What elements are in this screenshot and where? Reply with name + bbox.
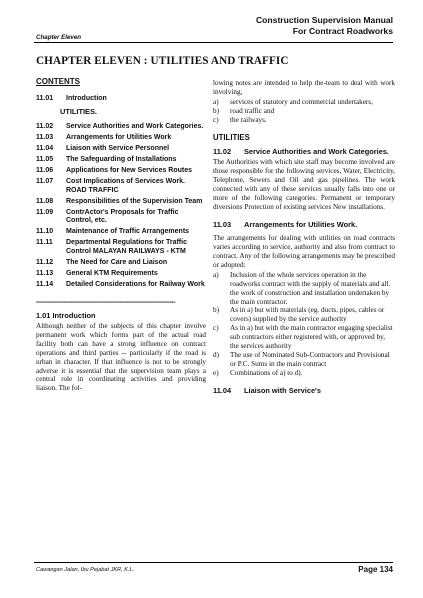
list-item-text: services of statutory and commercial undertakers, [230,97,373,106]
toc-item-number: 11.04 [36,145,54,153]
chapter-label: Chapter Eleven [36,34,82,41]
list-item [213,98,395,107]
toc-item-number: 11.05 [36,156,54,164]
section-number: 11.03 [213,219,232,229]
list-item-label: b) [213,306,219,315]
list-item-label: b) [213,106,219,115]
list-item [213,107,395,116]
toc-item-number: 11.08 [36,197,54,205]
footer-department: Cawangan Jalan, Ibu Pejabat JKR, K.L. [36,567,135,573]
arrangements-list [213,271,395,378]
toc-item-number: 11.01 [36,95,54,102]
toc-item [36,198,206,206]
section-number: 11.04 [213,385,232,395]
list-item [213,369,395,378]
toc-item-text: Applications for New Services Routes [66,167,193,175]
dashed-separator: ------------------------------------------------------------------------ [36,299,176,307]
toc-item-number: 11.03 [36,134,54,142]
toc-item-number: 11.11 [36,239,53,247]
toc-item-text: Cost Implications of Services Work. ROAD TRAFFIC [66,178,185,194]
toc-item [36,209,206,226]
toc-item [36,270,206,278]
list-item-label: a) [213,270,219,279]
list-item-label: a) [213,97,219,106]
section-paragraph-11-02: The Authorities with which site staff may become involved are those responsible for the following services, Water, Electricity, Telephone, Sewers and Oil and gas pipelines. The work connected with any of these services usually falls into one or more of the following categories. Permanent or temporary diversions Protection of existing services New installations. [213,158,395,211]
list-item [213,271,395,307]
contents-heading: CONTENTS [36,77,80,86]
toc-item-number: 11.06 [36,167,54,175]
toc-item-number: 11.09 [36,208,54,216]
toc-item-text: Liaison with Service Personnel [66,145,170,153]
toc-item-number: 11.07 [36,178,54,186]
list-item-label: c) [213,115,219,124]
toc-item-text: The Need for Care and Liaison [66,258,168,266]
toc-item-text: Detailed Considerations for Railway Work [66,280,205,288]
section-heading-11-03 [213,221,395,230]
toc-item [36,228,206,236]
list-item-label: d) [213,350,219,359]
toc-subheading: UTILITIES. [60,107,97,117]
list-item-label: c) [213,324,219,333]
section-title: Service Authorities and Work Categories. [244,146,389,156]
page-number: Page 134 [358,565,393,574]
right-column [213,79,395,397]
toc-item [36,145,206,153]
section-heading-11-04 [213,387,395,396]
list-item-label: e) [213,368,219,377]
toc-item-text: Service Authorities and Work Categories. [66,123,204,131]
toc-item-number: 11.12 [36,258,54,266]
toc-item-text: The Safeguarding of Installations [66,156,177,164]
footer-divider [34,562,393,563]
list-item-text: Combinations of a) to d). [230,368,303,377]
toc-item-number: 11.14 [36,280,54,288]
toc-item [36,123,206,131]
intro-heading: 1.01 Introduction [36,311,96,321]
toc-item-text: ContrActor's Proposals for Traffic Control, etc. [66,208,179,225]
work-list [213,98,395,125]
toc-item-text: General KTM Requirements [66,269,158,277]
section-title: Arrangements for Utilities Work. [244,219,358,229]
list-item-text: As in a) but with materials (eg. ducts, pipes, cables or covers) supplied by the service authority [230,306,385,324]
section-paragraph-11-03: The arrangements for dealing with utilities on road contracts varies according to service, authority and also from contract to contract. Any of the following arrangements may be prescribed or adopted: [213,234,395,269]
chapter-title: CHAPTER ELEVEN : UTILITIES AND TRAFFIC [36,55,289,67]
toc-item [36,239,206,256]
toc-item [36,134,206,142]
manual-title-line1: Construction Supervision Manual [255,15,393,25]
list-item [213,324,395,351]
toc-item-text: Departmental Regulations for Traffic Control MALAYAN RAILWAYS - KTM [66,239,187,255]
continuation-paragraph: lowing notes are intended to help the-team to deal with work involving, [213,79,395,96]
left-column [36,77,206,393]
toc-item [36,281,206,289]
toc-item-text: Responsibilities of the Supervision Team [66,197,203,205]
manual-title-line2: For Contract Roadworks [292,25,393,36]
header-divider [34,42,393,43]
section-title: Liaison with Service's [244,385,321,395]
toc-item [36,167,206,175]
list-item-text: As in a) but with the main contractor engaging specialist sub contractors either registered with, or approved by, the services authority [230,324,393,351]
toc-item [36,178,206,195]
list-item-text: the railways. [230,115,267,124]
intro-paragraph: Although neither of the subjects of this chapter involve permanent work which forms part of the actual road facility both can have a strong influence on contract operations and third parties -- particularly if the road is urban in character. If that influence is not to be strongly adverse it is essential that the supervision team plays a central role in coordinating activities and providing liaison. The fol- [36,322,206,393]
toc-item [36,156,206,164]
list-item [213,116,395,125]
list-item [213,351,395,369]
section-number: 11.02 [213,146,232,156]
toc-item [36,95,206,103]
list-item-text: road traffic and [230,106,275,115]
toc-list [36,123,206,289]
section-heading-11-02 [213,148,395,157]
toc-item-text: Introduction [66,95,107,102]
list-item-text: Inclusion of the whole services operation in the roadworks contract with the supply of materials and all. the work of construction and installation undertaken by the main contractor. [230,270,391,306]
list-item-text: The use of Nominated Sub-Contractors and Provisional or P.C. Sums in the main contract [230,350,390,368]
manual-title [256,15,393,36]
utilities-heading: UTILITIES [213,132,250,142]
toc-item [36,259,206,267]
toc-item-number: 11.13 [36,269,54,277]
list-item [213,306,395,324]
toc-item-number: 11.02 [36,123,54,131]
toc-item-number: 11.10 [36,228,54,236]
toc-item-text: Maintenance of Traffic Arrangements [66,228,190,236]
toc-item-text: Arrangements for Utilities Work [66,134,172,142]
